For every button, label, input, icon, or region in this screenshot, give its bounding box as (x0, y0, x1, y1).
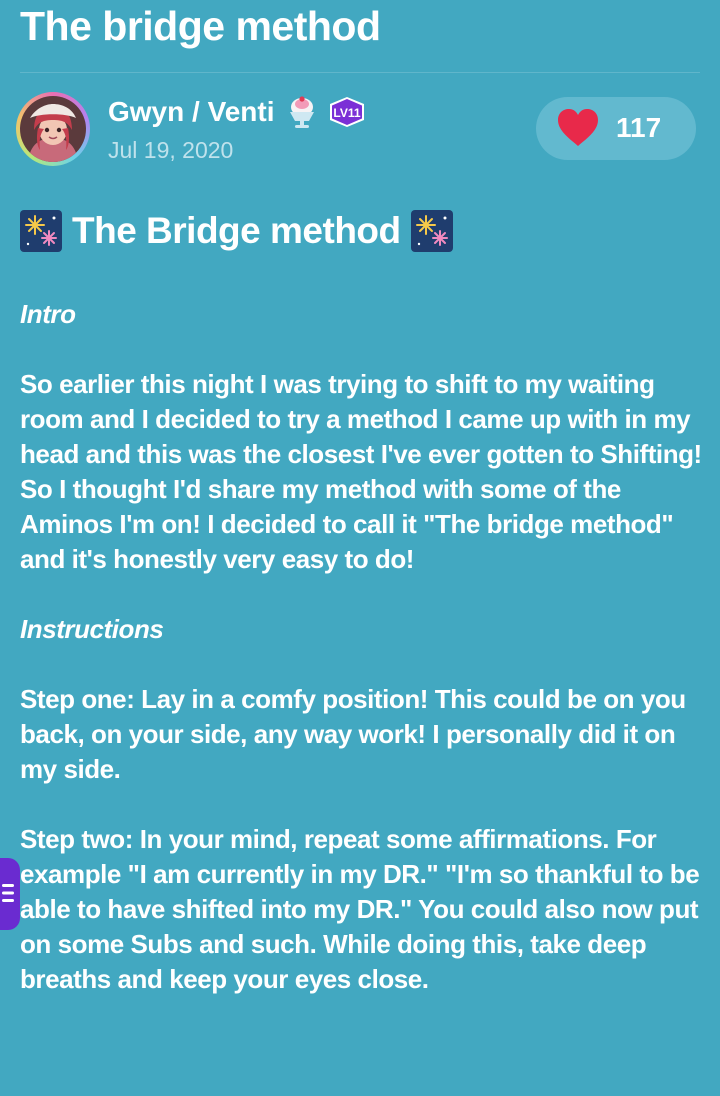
author-name[interactable]: Gwyn / Venti (108, 96, 275, 127)
spacer (20, 332, 710, 367)
menu-icon (2, 882, 14, 904)
author-avatar[interactable] (16, 92, 90, 166)
spacer (20, 647, 710, 682)
intro-paragraph: So earlier this night I was trying to shift to my waiting room and I decided to try a method I came up with in my head and this was the closest I've ever gotten to Shifting! So I thought I'd share my method with some of the Aminos I'm on! I decided to call it "The bridge method" and it's honestly very easy to do! (20, 369, 702, 574)
avatar-icon (20, 96, 86, 162)
title-divider (20, 72, 700, 73)
shaved-ice-icon (287, 95, 317, 129)
step-one-paragraph: Step one: Lay in a comfy position! This could be on you back, on your side, any way work! I personally did it on my side. (20, 684, 686, 784)
intro-label: Intro (20, 299, 76, 329)
level-badge (327, 96, 367, 128)
heading-text: The Bridge method (72, 210, 401, 251)
instructions-label: Instructions (20, 614, 164, 644)
fireworks-icon (411, 210, 453, 252)
side-menu-tab[interactable] (0, 858, 20, 930)
spacer (20, 787, 710, 822)
post-title: The bridge method (20, 3, 381, 49)
post-body (20, 297, 710, 997)
heart-icon (556, 107, 600, 149)
step-two-paragraph: Step two: In your mind, repeat some affirmations. For example "I am currently in my DR." "I'm so thankful to be able to have shifted into my DR." You could also now put on some Subs and such. While doing this, take deep breaths and keep your eyes close. (20, 824, 700, 994)
level-badge-text: LV11 (333, 106, 361, 120)
post-date: Jul 19, 2020 (108, 137, 234, 163)
content-heading (20, 207, 453, 255)
fireworks-icon (20, 210, 62, 252)
like-count: 117 (616, 112, 662, 143)
like-button[interactable] (536, 97, 696, 160)
spacer (20, 577, 710, 612)
